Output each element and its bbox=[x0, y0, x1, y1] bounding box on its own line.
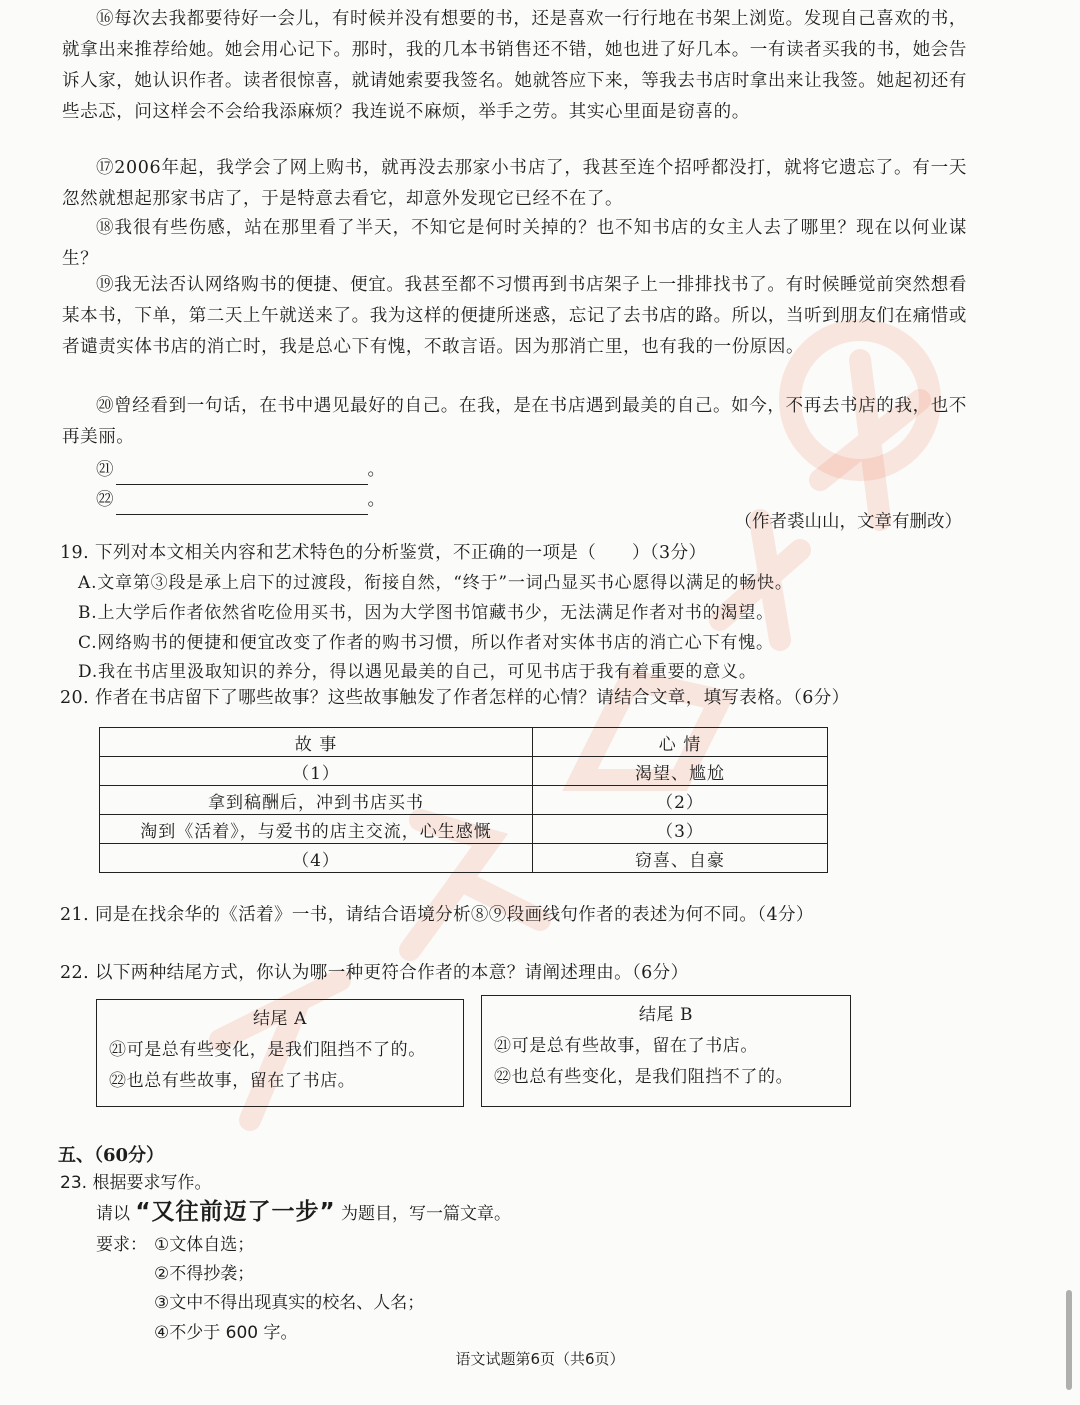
blank-21-underline bbox=[116, 464, 368, 485]
essay-title: “又往前迈了一步” bbox=[135, 1199, 336, 1225]
question-19-option-c: C.网络购书的便捷和便宜改变了作者的购书习惯，所以作者对实体书店的消亡心下有愧。 bbox=[78, 633, 774, 653]
table-cell: （3） bbox=[533, 815, 828, 844]
question-21-stem: 21. 同是在找余华的《活着》一书，请结合语境分析⑧⑨段画线句作者的表述为何不同。（4分） bbox=[60, 905, 814, 925]
table-cell: 渴望、尴尬 bbox=[533, 757, 828, 786]
table-row bbox=[100, 757, 828, 786]
scrollbar-thumb[interactable] bbox=[1066, 1290, 1072, 1390]
question-19-option-d: D.我在书店里汲取知识的养分，得以遇见最美的自己，可见书店于我有着重要的意义。 bbox=[78, 662, 757, 682]
paragraph-18: ⑱我很有些伤感，站在那里看了半天，不知它是何时关掉的？也不知书店的女主人去了哪里？现在以何业谋生？ bbox=[62, 218, 967, 269]
table-cell: （2） bbox=[533, 786, 828, 815]
table-cell: 淘到《活着》，与爱书的店主交流，心生感慨 bbox=[100, 815, 533, 844]
table-header-row bbox=[100, 728, 828, 757]
table-cell: 拿到稿酬后，冲到书店买书 bbox=[100, 786, 533, 815]
blank-line-21 bbox=[96, 455, 385, 485]
blank-line-22 bbox=[96, 485, 385, 515]
ending-a-line-2: ㉒也总有些故事，留在了书店。 bbox=[109, 1071, 356, 1091]
paragraph-16: ⑯每次去我都要待好一会儿，有时候并没有想要的书，还是喜欢一行行地在书架上浏览。发现自己喜欢的书，就拿出来推荐给她。她会用心记下。那时，我的几本书销售还不错，她也进了好几本。一有读者买我的书，她会告诉人家，她认识作者。读者很惊喜，就请她索要我签名。她就答应下来，等我去书店时拿出来让我签。她起初还有些忐忑，问这样会不会给我添麻烦？我连说不麻烦，举手之劳。其实心里面是窃喜的。 bbox=[62, 9, 967, 122]
paragraph-20: ⑳曾经看到一句话，在书中遇见最好的自己。在我，是在书店遇到最美的自己。如今，不再去书店的我，也不再美丽。 bbox=[62, 396, 967, 447]
requirement-4: ④不少于 600 字。 bbox=[154, 1323, 298, 1343]
question-22-stem: 22. 以下两种结尾方式，你认为哪一种更符合作者的本意？请阐述理由。（6分） bbox=[60, 963, 689, 983]
prompt-suffix: 为题目，写一篇文章。 bbox=[341, 1204, 512, 1224]
requirement-2: ②不得抄袭； bbox=[154, 1264, 255, 1284]
ending-b-box bbox=[481, 995, 851, 1107]
table-row bbox=[100, 844, 828, 873]
table-row bbox=[100, 815, 828, 844]
requirement-1: ①文体自选； bbox=[154, 1235, 255, 1255]
paragraph-19: ⑲我无法否认网络购书的便捷、便宜。我甚至都不习惯再到书店架子上一排排找书了。有时候睡觉前突然想看某本书，下单，第二天上午就送来了。我为这样的便捷所迷惑，忘记了去书店的路。所以，当听到朋友们在痛惜或者谴责实体书店的消亡时，我是总心下有愧，不敢言语。因为那消亡里，也有我的一份原因。 bbox=[62, 275, 967, 357]
requirement-3: ③文中不得出现真实的校名、人名； bbox=[154, 1293, 425, 1313]
blank-22-number: ㉒ bbox=[96, 490, 114, 510]
paragraph-17: ⑰2006年起，我学会了网上购书，就再没去那家小书店了，我甚至连个招呼都没打，就将它遗忘了。有一天忽然就想起那家书店了，于是特意去看它，却意外发现它已经不在了。 bbox=[62, 158, 967, 209]
table-header-story: 故 事 bbox=[100, 728, 533, 757]
ending-a-box bbox=[96, 999, 464, 1107]
page-footer: 语文试题第6页（共6页） bbox=[455, 1350, 625, 1368]
table-cell: （1） bbox=[100, 757, 533, 786]
question-19-option-a: A.文章第③段是承上启下的过渡段，衔接自然，“终于”一词凸显买书心愿得以满足的畅快。 bbox=[78, 573, 793, 593]
blank-22-end: 。 bbox=[367, 490, 385, 510]
question-23-prompt bbox=[96, 1197, 511, 1229]
story-mood-table bbox=[99, 727, 828, 873]
table-cell: 窃喜、自豪 bbox=[533, 844, 828, 873]
table-row bbox=[100, 786, 828, 815]
section-5-heading: 五、（60分） bbox=[58, 1145, 165, 1166]
prompt-prefix: 请以 bbox=[96, 1204, 130, 1224]
question-19-option-b: B.上大学后作者依然省吃俭用买书，因为大学图书馆藏书少，无法满足作者对书的渴望。 bbox=[78, 603, 774, 623]
question-20-stem: 20. 作者在书店留下了哪些故事？这些故事触发了作者怎样的心情？请结合文章，填写表格。（6分） bbox=[60, 688, 850, 708]
ending-b-line-2: ㉒也总有些变化，是我们阻挡不了的。 bbox=[494, 1067, 794, 1087]
ending-a-line-1: ㉑可是总有些变化，是我们阻挡不了的。 bbox=[109, 1040, 426, 1060]
ending-b-line-1: ㉑可是总有些故事，留在了书店。 bbox=[494, 1036, 758, 1056]
ending-a-title: 结尾 A bbox=[252, 1009, 308, 1029]
author-note: （作者裘山山，文章有删改） bbox=[734, 512, 962, 532]
blank-22-underline bbox=[116, 494, 368, 515]
ending-b-title: 结尾 B bbox=[638, 1005, 694, 1025]
table-header-mood: 心 情 bbox=[533, 728, 828, 757]
blank-21-end: 。 bbox=[367, 460, 385, 480]
blank-21-number: ㉑ bbox=[96, 460, 114, 480]
table-cell: （4） bbox=[100, 844, 533, 873]
requirements-label: 要求： bbox=[96, 1235, 147, 1255]
question-23-stem: 23. 根据要求写作。 bbox=[60, 1173, 212, 1193]
question-19-stem: 19. 下列对本文相关内容和艺术特色的分析鉴赏，不正确的一项是（ ）（3分） bbox=[60, 543, 707, 563]
